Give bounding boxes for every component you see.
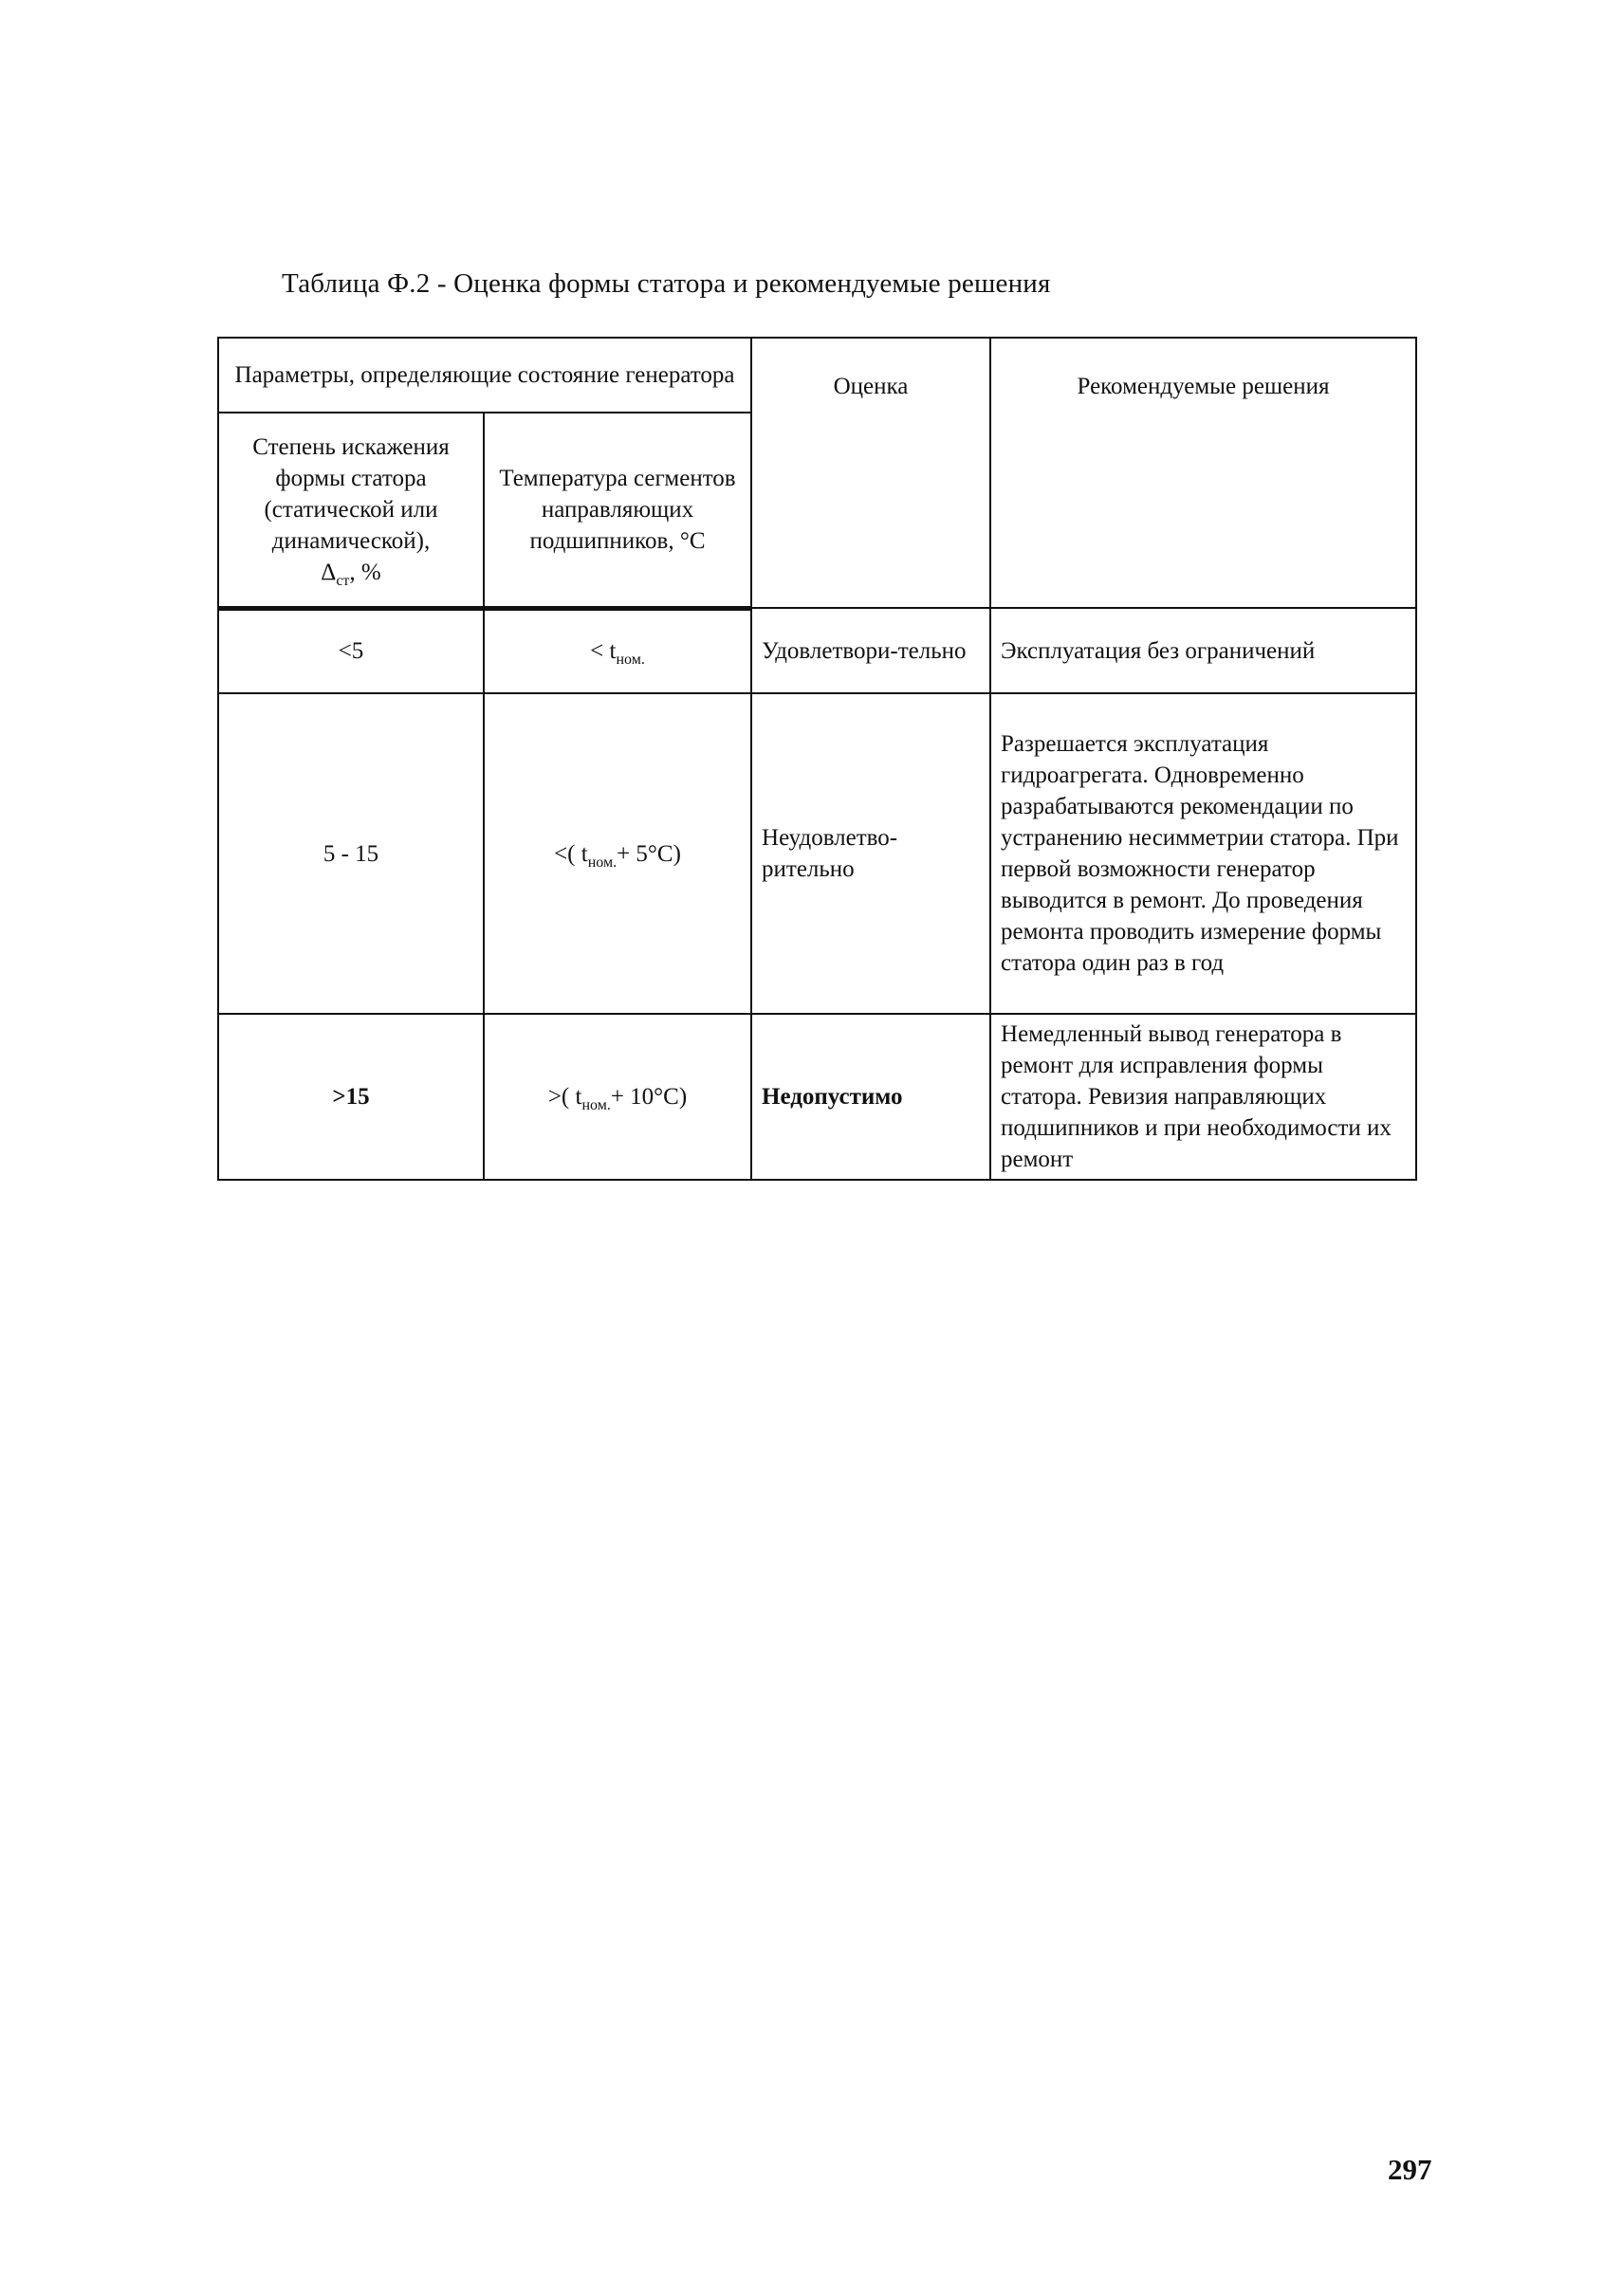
assessment-cell: Недопустимо [751,1014,990,1180]
temp-sub: ном. [587,854,618,871]
recommendations-header: Рекомендуемые решения [990,338,1416,608]
temp-prefix: <( t [554,840,588,867]
temp-prefix: >( t [547,1084,582,1110]
params-group-header: Параметры, определяющие состояние генератора [218,338,751,413]
recommendation-cell: Немедленный вывод генератора в ремонт для исправления формы статора. Ревизия направляющих подшипников и при необходимости их ремонт [990,1014,1416,1180]
page-number: 297 [1388,2153,1432,2186]
table-row [218,693,1416,1014]
recommendation-cell: Разрешается эксплуатация гидроагрегата. Одновременно разрабатываются рекомендации по устранению несимметрии статора. При первой возможности генератор выводится в ремонт. До проведения ремонта проводить измерение формы статора один раз в год [990,693,1416,1014]
table-row [218,608,1416,693]
assessment-cell: Удовлетвори-тельно [751,608,990,693]
distortion-symbol: Δ [321,559,337,585]
temperature-cell [484,608,751,693]
assessment-header: Оценка [751,338,990,608]
distortion-cell: >15 [218,1014,484,1180]
temperature-cell [484,693,751,1014]
distortion-cell: <5 [218,608,484,693]
temp-prefix: < t [590,638,617,665]
temperature-cell [484,1014,751,1180]
distortion-header-text: Степень искажения формы статора (статической или динамической), [252,433,450,554]
recommendation-cell: Эксплуатация без ограничений [990,608,1416,693]
distortion-symbol-sub: ст [336,572,350,589]
table-caption: Таблица Ф.2 - Оценка формы статора и рекомендуемые решения [282,268,1051,299]
stator-assessment-table [217,337,1417,1181]
temperature-header: Температура сегментов направляющих подшипников, °С [484,413,751,608]
distortion-unit: , % [349,559,381,585]
temp-suffix: + 10°С) [610,1084,688,1110]
distortion-header [218,413,484,608]
temp-sub: ном. [616,652,645,669]
temp-suffix: + 5°С) [617,840,681,867]
table-row [218,1014,1416,1180]
distortion-cell: 5 - 15 [218,693,484,1014]
temp-sub: ном. [581,1097,611,1113]
assessment-cell: Неудовлетво-рительно [751,693,990,1014]
table-header-row [218,338,1416,413]
